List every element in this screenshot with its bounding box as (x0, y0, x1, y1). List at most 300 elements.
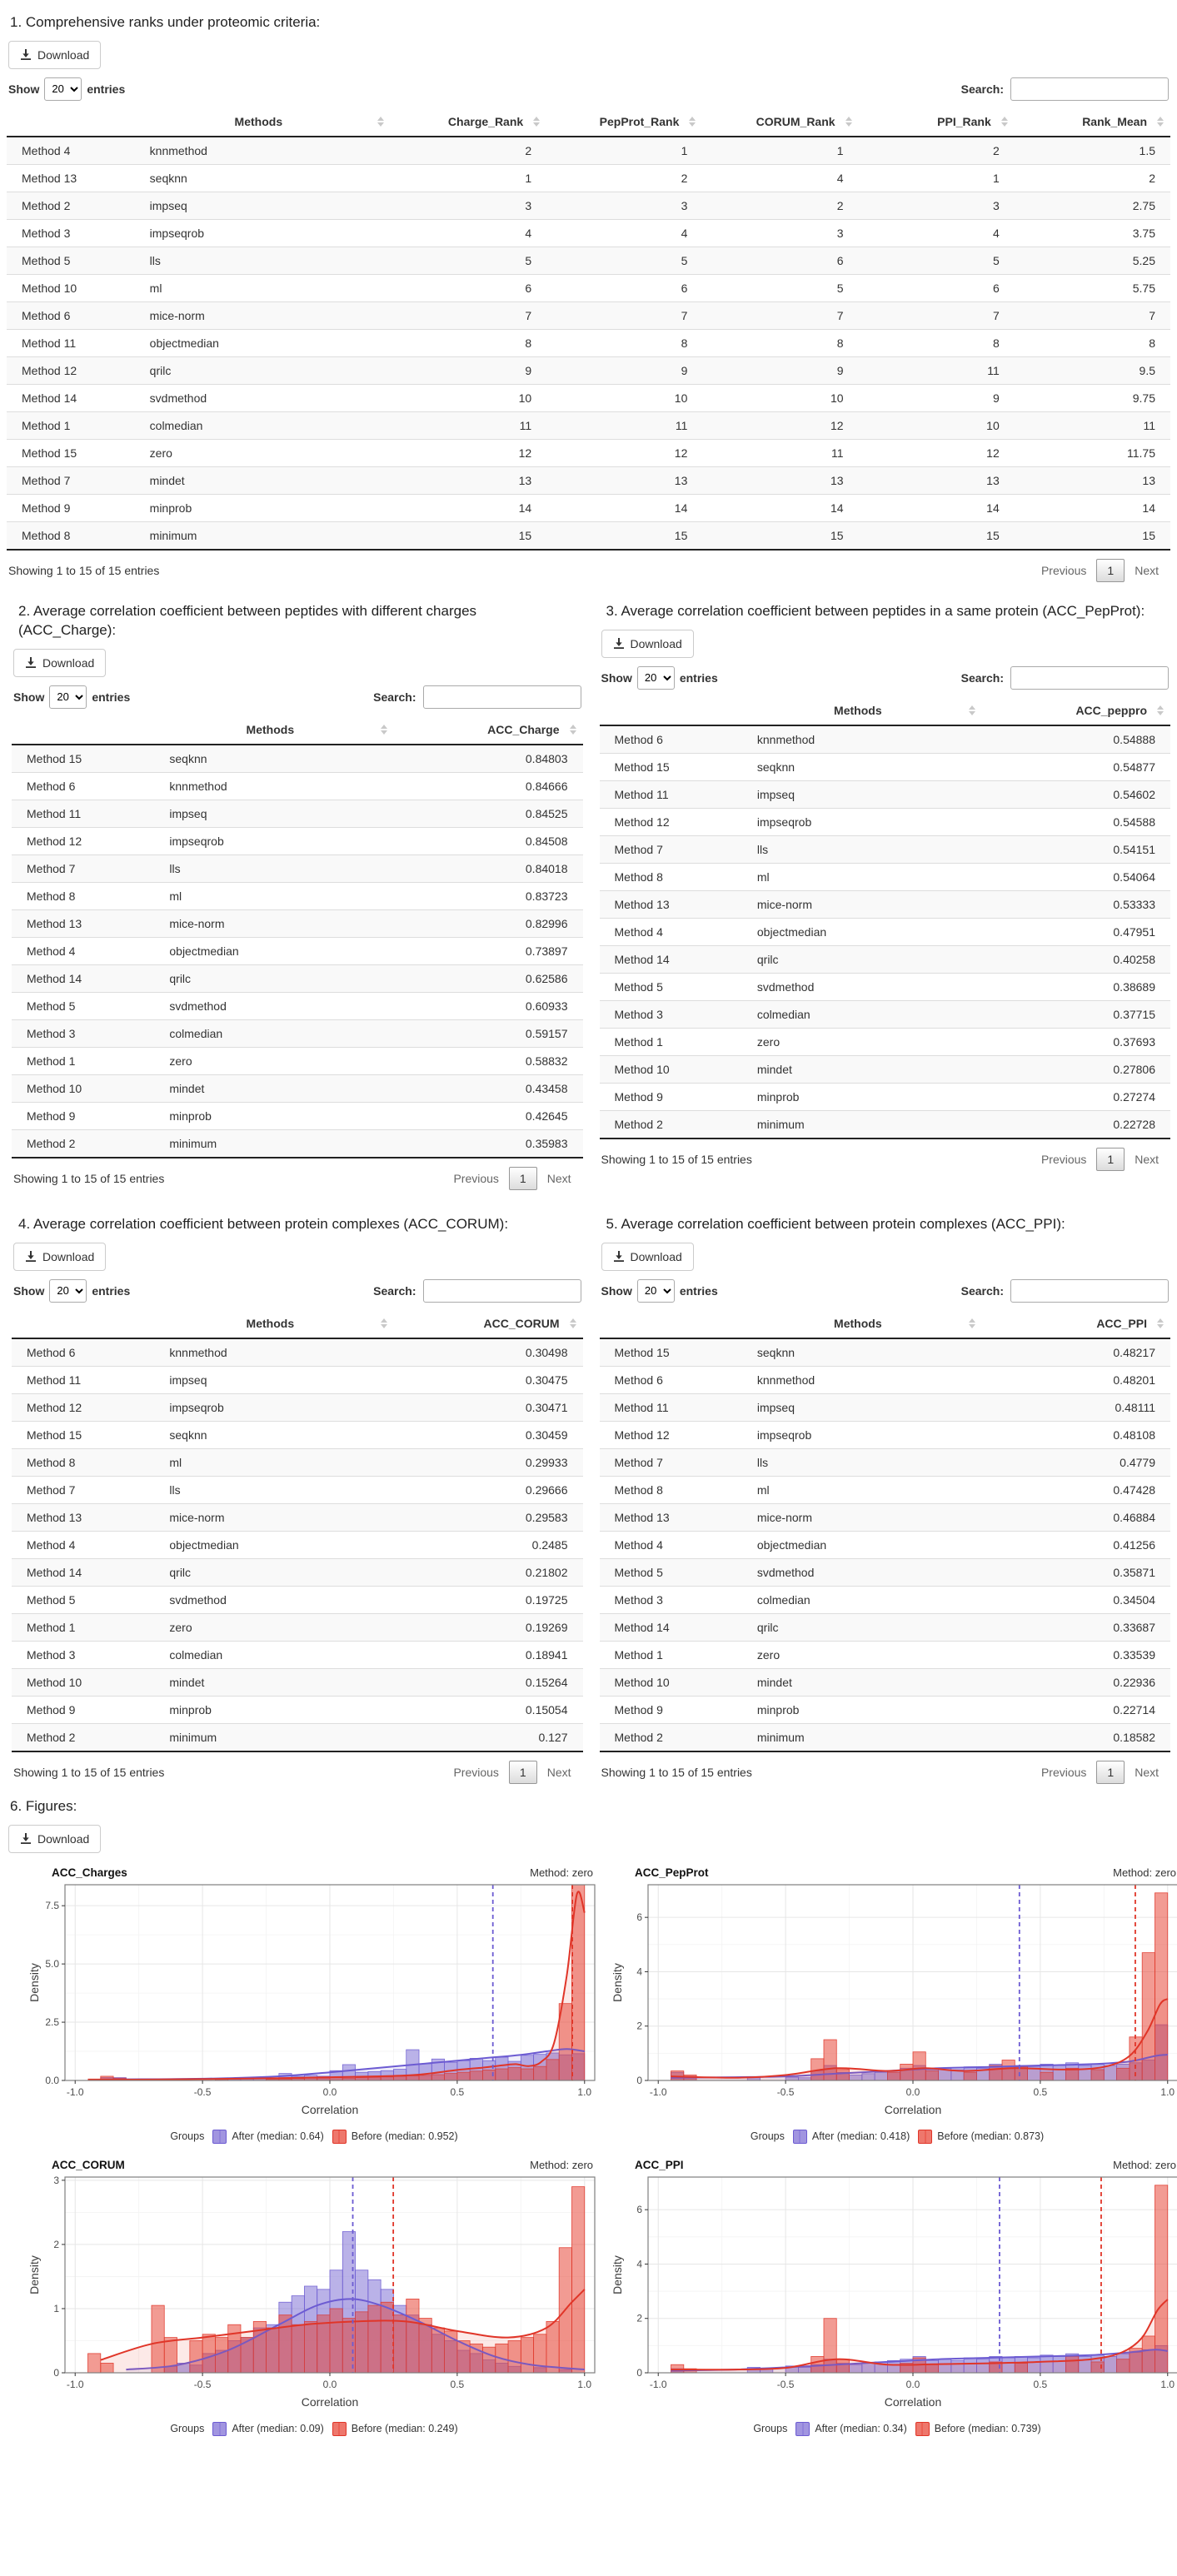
column-header-rank_mean[interactable]: Rank_Mean (1015, 107, 1170, 137)
value-cell: 2 (836, 198, 844, 212)
row-label: Method 4 (27, 944, 76, 958)
row-label: Method 6 (614, 732, 663, 746)
previous-page-button[interactable]: Previous (1040, 1152, 1087, 1166)
download-icon (20, 1833, 32, 1845)
method-name: lls (169, 861, 181, 875)
table-row (12, 1641, 583, 1668)
pagination (1031, 1761, 1169, 1784)
value-cell: 5 (525, 253, 532, 267)
table-info: Showing 1 to 15 of 15 entries (8, 563, 160, 577)
value-cell: 11 (519, 418, 532, 432)
search-input[interactable] (1010, 666, 1169, 690)
row-label: Method 4 (614, 1537, 663, 1552)
value-cell: 0.37693 (1113, 1034, 1155, 1049)
value-cell: 0.54064 (1113, 869, 1155, 884)
page-1-button[interactable]: 1 (1096, 1148, 1125, 1171)
figure-legend (27, 2419, 601, 2441)
value-cell: 0.62586 (525, 971, 568, 985)
table-row (600, 1083, 1171, 1110)
method-name: qrilc (756, 1620, 779, 1634)
figure-acc_pepprot (610, 1865, 1177, 2149)
legend-key-icon (212, 2422, 227, 2436)
value-cell: 12 (674, 446, 688, 460)
row-label: Method 8 (22, 528, 71, 542)
table-row (600, 808, 1171, 835)
svg-text:6: 6 (636, 2203, 642, 2215)
section-acc-charge (7, 594, 583, 1195)
column-header-acc_corum[interactable]: ACC_CORUM (394, 1309, 582, 1338)
value-cell: 15 (830, 528, 844, 542)
method-name: mindet (149, 473, 185, 487)
method-name: mice-norm (169, 1510, 225, 1524)
method-name: impseq (756, 787, 795, 801)
column-header-methods[interactable]: Methods (742, 1309, 982, 1338)
svg-text:1.0: 1.0 (577, 2378, 592, 2390)
page-length-select[interactable] (49, 685, 87, 709)
column-header-rownames (7, 107, 135, 137)
row-label: Method 9 (27, 1702, 76, 1717)
method-name: mindet (756, 1675, 792, 1689)
method-name: impseqrob (756, 1428, 812, 1442)
svg-text:6: 6 (636, 1911, 642, 1923)
column-header-acc_charge[interactable]: ACC_Charge (394, 715, 582, 745)
search-input[interactable] (1010, 77, 1169, 101)
table-row (600, 1476, 1171, 1503)
value-cell: 8 (525, 336, 532, 350)
svg-text:2: 2 (636, 2312, 642, 2324)
download-button[interactable]: Download (8, 1825, 101, 1853)
column-header-pepprot_rank[interactable]: PepProt_Rank (546, 107, 702, 137)
section-3-title: 3. Average correlation coefficient between peptides in a same protein (ACC_PepProt): (606, 602, 1145, 619)
svg-text:0.5: 0.5 (1033, 2378, 1048, 2390)
table-row (12, 882, 583, 909)
table-row (12, 827, 583, 855)
figure-legend (610, 2419, 1177, 2441)
value-cell: 0.22728 (1113, 1117, 1155, 1131)
figure-legend (27, 2126, 601, 2149)
previous-page-button[interactable]: Previous (1040, 1765, 1087, 1779)
search-control: Search: (373, 1279, 581, 1303)
value-cell: 0.42645 (525, 1109, 568, 1123)
value-cell: 14 (1142, 501, 1155, 515)
page-length-select[interactable] (637, 666, 675, 690)
row-label: Method 14 (27, 1565, 82, 1579)
table-row (600, 1110, 1171, 1139)
method-name: objectmedian (169, 944, 239, 958)
row-label: Method 14 (27, 971, 82, 985)
row-label: Method 15 (22, 446, 77, 460)
search-input[interactable] (423, 1279, 581, 1303)
svg-text:2.5: 2.5 (45, 2015, 59, 2028)
figure-legend (610, 2126, 1177, 2149)
method-name: seqknn (169, 1428, 207, 1442)
table-row (600, 1723, 1171, 1751)
svg-text:4: 4 (636, 2258, 642, 2270)
figure-method-label: Method: zero (1113, 1866, 1176, 1879)
value-cell: 0.4779 (1120, 1455, 1155, 1469)
page-1-button[interactable]: 1 (509, 1167, 537, 1190)
sort-icon (689, 117, 696, 127)
figure-acc_ppi (610, 2157, 1177, 2441)
legend-item-before (915, 2422, 1041, 2436)
svg-text:-0.5: -0.5 (776, 2085, 795, 2098)
page-1-button[interactable]: 1 (509, 1761, 537, 1784)
column-header-charge_rank[interactable]: Charge_Rank (391, 107, 546, 137)
method-name: knnmethod (756, 732, 815, 746)
previous-page-button[interactable]: Previous (453, 1765, 499, 1779)
x-axis-label: Correlation (301, 2394, 359, 2409)
column-header-methods[interactable]: Methods (742, 696, 982, 725)
value-cell: 0.58832 (525, 1054, 568, 1068)
row-label: Method 14 (614, 952, 670, 966)
table-row (12, 937, 583, 964)
value-cell: 0.41256 (1113, 1537, 1155, 1552)
y-axis-label: Density (27, 1962, 41, 2002)
page-length-control: Show 20 entries (601, 666, 718, 690)
method-name: knnmethod (756, 1373, 815, 1387)
value-cell: 13 (674, 473, 688, 487)
table-row (600, 945, 1171, 973)
download-icon (25, 1251, 37, 1263)
row-label: Method 10 (27, 1675, 82, 1689)
value-cell: 8 (836, 336, 844, 350)
sort-icon (969, 705, 975, 715)
method-name: seqknn (169, 751, 207, 765)
table-row (600, 918, 1171, 945)
value-cell: 0.22714 (1113, 1702, 1155, 1717)
table-row (600, 1613, 1171, 1641)
table-row (7, 164, 1170, 192)
value-cell: 0.30475 (525, 1373, 568, 1387)
method-name: minimum (169, 1136, 217, 1150)
value-cell: 0.35983 (525, 1136, 568, 1150)
method-name: svdmethod (756, 1565, 815, 1579)
value-cell: 0.84803 (525, 751, 568, 765)
value-cell: 15 (674, 528, 688, 542)
legend-item-after (795, 2422, 906, 2436)
value-cell: 3 (681, 198, 688, 212)
method-name: impseqrob (756, 815, 812, 829)
method-name: impseqrob (149, 226, 205, 240)
value-cell: 7 (1149, 308, 1155, 322)
value-cell: 3 (525, 198, 532, 212)
row-label: Method 10 (27, 1081, 82, 1095)
next-page-button[interactable]: Next (546, 1765, 571, 1779)
column-header-methods[interactable]: Methods (154, 1309, 394, 1338)
legend-title: Groups (750, 2130, 785, 2143)
download-button[interactable]: Download (8, 41, 101, 69)
section-acc-ppi (595, 1207, 1171, 1789)
column-header-acc_ppi[interactable]: ACC_PPI (982, 1309, 1170, 1338)
x-axis-label: Correlation (884, 2102, 942, 2116)
section-acc-pepprot (595, 594, 1171, 1195)
column-header-ppi_rank[interactable]: PPI_Rank (859, 107, 1015, 137)
value-cell: 0.33539 (1113, 1647, 1155, 1662)
row-label: Method 10 (22, 281, 77, 295)
legend-item-after (793, 2130, 910, 2144)
download-button[interactable]: Download (13, 1243, 106, 1271)
table-row (12, 1019, 583, 1047)
method-name: colmedian (756, 1592, 810, 1607)
method-name: qrilc (169, 1565, 192, 1579)
row-label: Method 7 (27, 861, 76, 875)
search-control: Search: (961, 666, 1169, 690)
sort-icon (570, 1318, 576, 1328)
table-footer (8, 559, 1169, 582)
legend-label: Before (median: 0.873) (937, 2130, 1045, 2143)
table-row (7, 521, 1170, 550)
page-1-button[interactable]: 1 (1096, 559, 1125, 582)
table-row (12, 1047, 583, 1074)
next-page-button[interactable]: Next (1135, 1765, 1159, 1779)
legend-key-icon (212, 2130, 227, 2144)
method-name: zero (169, 1620, 192, 1634)
section-4-title: 4. Average correlation coefficient between protein complexes (ACC_CORUM): (18, 1215, 509, 1232)
search-input[interactable] (423, 685, 581, 709)
search-control: Search: (961, 77, 1169, 101)
pagination (443, 1761, 581, 1784)
method-name: minimum (756, 1730, 805, 1744)
column-header-rownames (12, 715, 154, 745)
figure-plot-acc_corum (27, 2173, 601, 2416)
table-row (12, 1723, 583, 1751)
table-row (12, 964, 583, 992)
pagination (1031, 559, 1169, 582)
value-cell: 4 (525, 226, 532, 240)
value-cell: 6 (992, 281, 1000, 295)
table-row (7, 384, 1170, 411)
row-label: Method 5 (27, 1592, 76, 1607)
previous-page-button[interactable]: Previous (453, 1171, 499, 1185)
download-button[interactable]: Download (601, 630, 694, 658)
table-row (12, 1503, 583, 1531)
download-button[interactable]: Download (601, 1243, 694, 1271)
section-figures (7, 1797, 1176, 2441)
y-axis-label: Density (611, 2255, 624, 2294)
row-label: Method 6 (22, 308, 71, 322)
row-label: Method 5 (27, 999, 76, 1013)
method-name: impseq (756, 1400, 795, 1414)
value-cell: 2.75 (1132, 198, 1155, 212)
value-cell: 11 (987, 363, 1000, 377)
value-cell: 9 (992, 391, 1000, 405)
page-1-button[interactable]: 1 (1096, 1761, 1125, 1784)
value-cell: 13 (986, 473, 1000, 487)
value-cell: 11.75 (1127, 446, 1155, 460)
value-cell: 0.15264 (525, 1675, 568, 1689)
acc-pepprot-table (600, 696, 1171, 1139)
row-label: Method 11 (614, 1400, 669, 1414)
method-name: seqknn (149, 171, 187, 185)
table-row (7, 137, 1170, 165)
value-cell: 0.54888 (1113, 732, 1155, 746)
value-cell: 10 (674, 391, 688, 405)
value-cell: 1 (681, 143, 688, 157)
table-row (12, 1613, 583, 1641)
download-button[interactable]: Download (13, 649, 106, 677)
next-page-button[interactable]: Next (546, 1171, 571, 1185)
sort-icon (969, 1318, 975, 1328)
value-cell: 0.84018 (525, 861, 568, 875)
method-name: ml (169, 1455, 182, 1469)
table-controls (8, 77, 1169, 101)
value-cell: 0.19269 (525, 1620, 568, 1634)
figure-plot-acc_ppi (610, 2173, 1177, 2416)
value-cell: 0.59157 (525, 1026, 568, 1040)
method-name: impseq (169, 806, 207, 820)
svg-text:1: 1 (53, 2302, 59, 2314)
value-cell: 9.75 (1132, 391, 1155, 405)
value-cell: 2 (525, 143, 532, 157)
sort-icon (570, 725, 576, 735)
method-name: svdmethod (756, 979, 815, 994)
value-cell: 1 (525, 171, 532, 185)
method-name: svdmethod (169, 999, 227, 1013)
column-header-methods[interactable]: Methods (135, 107, 391, 137)
value-cell: 15 (1142, 528, 1155, 542)
table-row (600, 1641, 1171, 1668)
table-row (7, 356, 1170, 384)
row-label: Method 2 (22, 198, 71, 212)
table-row (600, 1448, 1171, 1476)
sort-icon (1157, 705, 1164, 715)
legend-title: Groups (753, 2423, 788, 2435)
method-name: lls (169, 1482, 181, 1497)
value-cell: 7 (525, 308, 532, 322)
svg-text:0: 0 (53, 2366, 59, 2379)
value-cell: 0.54877 (1113, 760, 1155, 774)
value-cell: 0.29666 (525, 1482, 568, 1497)
table-row (12, 1366, 583, 1393)
svg-text:-1.0: -1.0 (66, 2085, 84, 2098)
value-cell: 0.2485 (531, 1537, 568, 1552)
row-label: Method 9 (27, 1109, 76, 1123)
method-name: knnmethod (169, 1345, 227, 1359)
sort-icon (845, 117, 852, 127)
method-name: qrilc (149, 363, 172, 377)
row-label: Method 14 (614, 1620, 670, 1634)
method-name: mindet (169, 1081, 205, 1095)
table-row (600, 1558, 1171, 1586)
previous-page-button[interactable]: Previous (1040, 563, 1087, 577)
value-cell: 6 (525, 281, 532, 295)
section-6-title: 6. Figures: (10, 1797, 77, 1814)
method-name: minimum (756, 1117, 805, 1131)
column-header-corum_rank[interactable]: CORUM_Rank (702, 107, 858, 137)
method-name: colmedian (169, 1026, 223, 1040)
legend-item-before (918, 2130, 1044, 2144)
value-cell: 4 (836, 171, 844, 185)
value-cell: 1 (992, 171, 1000, 185)
legend-label: After (median: 0.09) (232, 2423, 324, 2435)
table-row (12, 1421, 583, 1448)
method-name: svdmethod (169, 1592, 227, 1607)
value-cell: 12 (986, 446, 1000, 460)
row-label: Method 12 (27, 1400, 82, 1414)
value-cell: 0.27274 (1113, 1089, 1155, 1104)
table-row (600, 725, 1171, 754)
table-row (12, 1558, 583, 1586)
value-cell: 1.5 (1139, 143, 1155, 157)
svg-text:0.5: 0.5 (450, 2378, 465, 2390)
column-header-rownames (600, 696, 742, 725)
search-input[interactable] (1010, 1279, 1169, 1303)
section-1-title: 1. Comprehensive ranks under proteomic criteria: (10, 14, 321, 30)
table-row (12, 855, 583, 882)
page-length-control: Show 20 entries (13, 1279, 130, 1303)
row-label: Method 2 (27, 1730, 76, 1744)
value-cell: 8 (681, 336, 688, 350)
value-cell: 4 (681, 226, 688, 240)
table-row (600, 1531, 1171, 1558)
value-cell: 0.29933 (525, 1455, 568, 1469)
method-name: knnmethod (149, 143, 207, 157)
value-cell: 5 (992, 253, 1000, 267)
value-cell: 0.47951 (1113, 924, 1155, 939)
table-row (7, 219, 1170, 247)
row-label: Method 3 (614, 1592, 663, 1607)
legend-item-before (332, 2130, 458, 2144)
page-length-select[interactable] (637, 1279, 675, 1303)
method-name: minprob (756, 1702, 800, 1717)
table-row (12, 1448, 583, 1476)
next-page-button[interactable]: Next (1135, 1152, 1159, 1166)
value-cell: 10 (518, 391, 532, 405)
page-length-select[interactable] (44, 77, 82, 101)
row-label: Method 1 (27, 1620, 76, 1634)
table-row (12, 1338, 583, 1367)
value-cell: 3 (836, 226, 844, 240)
value-cell: 15 (986, 528, 1000, 542)
method-name: impseq (149, 198, 187, 212)
method-name: minprob (169, 1702, 212, 1717)
next-page-button[interactable]: Next (1135, 563, 1159, 577)
value-cell: 3 (992, 198, 1000, 212)
page-length-control: Show 20 entries (13, 685, 130, 709)
table-row (12, 1531, 583, 1558)
value-cell: 0.18582 (1113, 1730, 1155, 1744)
download-icon (20, 49, 32, 61)
sort-icon (533, 117, 540, 127)
svg-text:0.5: 0.5 (1033, 2085, 1048, 2098)
method-name: impseqrob (169, 1400, 224, 1414)
value-cell: 0.30459 (525, 1428, 568, 1442)
method-name: objectmedian (149, 336, 219, 350)
svg-text:1.0: 1.0 (577, 2085, 592, 2098)
search-control: Search: (373, 685, 581, 709)
value-cell: 14 (830, 501, 844, 515)
page-length-select[interactable] (49, 1279, 87, 1303)
svg-text:0.0: 0.0 (905, 2378, 920, 2390)
method-name: colmedian (149, 418, 203, 432)
value-cell: 0.48108 (1113, 1428, 1155, 1442)
method-name: impseq (169, 1373, 207, 1387)
row-label: Method 1 (27, 1054, 76, 1068)
value-cell: 0.54602 (1113, 787, 1155, 801)
column-header-acc_peppro[interactable]: ACC_peppro (982, 696, 1170, 725)
table-row (7, 411, 1170, 439)
row-label: Method 15 (27, 751, 82, 765)
table-row (12, 1074, 583, 1102)
column-header-methods[interactable]: Methods (154, 715, 394, 745)
legend-key-icon (332, 2422, 347, 2436)
figure-title: ACC_Charges (52, 1866, 127, 1879)
table-row (7, 439, 1170, 466)
table-row (7, 329, 1170, 356)
svg-text:0.0: 0.0 (322, 2378, 337, 2390)
figure-acc_charges (27, 1865, 601, 2149)
value-cell: 7 (836, 308, 844, 322)
